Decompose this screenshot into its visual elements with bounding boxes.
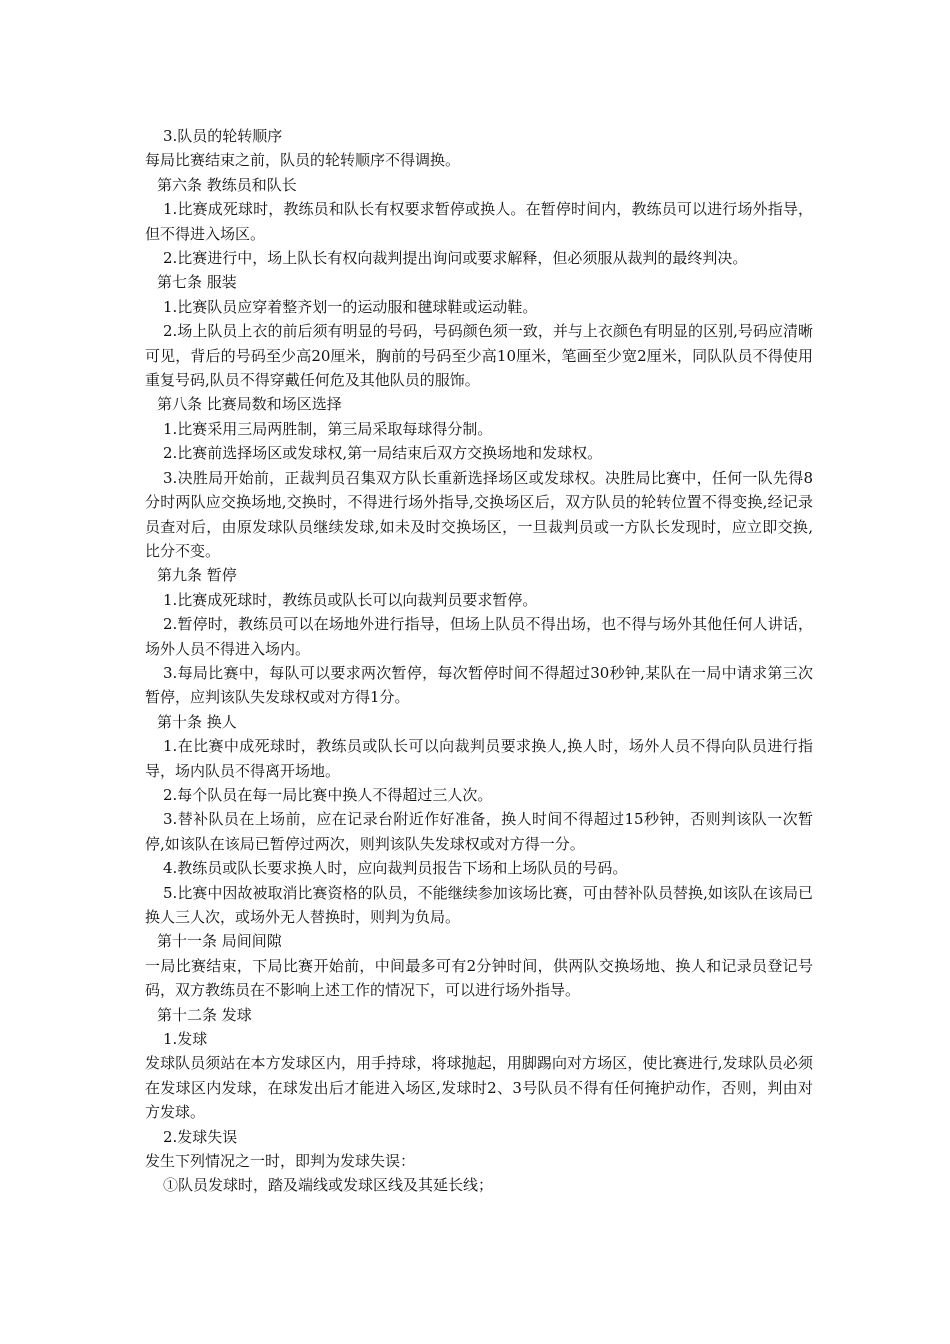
paragraph: 3.替补队员在上场前，应在记录台附近作好准备，换人时间不得超过15秒钟，否则判该队一次暂停,如该队在该局已暂停过两次，则判该队失发球权或对方得一分。 xyxy=(145,810,813,853)
section-heading: 第十条 换人 xyxy=(157,712,237,731)
paragraph: 5.比赛中因故被取消比赛资格的队员，不能继续参加该场比赛，可由替补队员替换,如该队在该局已换人三人次，或场外无人替换时，则判为负局。 xyxy=(145,883,813,926)
paragraph: 2.场上队员上衣的前后须有明显的号码，号码颜色须一致，并与上衣颜色有明显的区别,号码应清晰可见，背后的号码至少高20厘米，胸前的号码至少高10厘米，笔画至少宽2厘米，同队队员不得使用重复号码,队员不得穿戴任何危及其他队员的服饰。 xyxy=(145,322,813,390)
paragraph: 发球队员须站在本方发球区内，用手持球，将球抛起，用脚踢向对方场区，使比赛进行,发球队员必须在发球区内发球，在球发出后才能进入场区,发球时2、3号队员不得有任何掩护动作，否则，判由对方发球。 xyxy=(145,1054,813,1122)
paragraph: 1.比赛成死球时，教练员和队长有权要求暂停或换人。在暂停时间内，教练员可以进行场外指导，但不得进入场区。 xyxy=(145,200,813,243)
paragraph: 3.每局比赛中，每队可以要求两次暂停，每次暂停时间不得超过30秒钟,某队在一局中请求第三次暂停，应判该队失发球权或对方得1分。 xyxy=(145,663,813,707)
paragraph: 1.在比赛中成死球时，教练员或队长可以向裁判员要求换人,换人时，场外人员不得向队员进行指导，场内队员不得离开场地。 xyxy=(145,737,813,780)
section-heading: 第八条 比赛局数和场区选择 xyxy=(157,395,342,414)
paragraph: 1.比赛采用三局两胜制，第三局采取每球得分制。 xyxy=(163,419,493,438)
paragraph: 发生下列情况之一时，即判为发球失误： xyxy=(145,1152,416,1171)
section-heading: 第十一条 局间间隙 xyxy=(157,932,282,951)
document-page xyxy=(145,124,813,1198)
section-heading: 第九条 暂停 xyxy=(157,566,237,585)
section-heading: 第六条 教练员和队长 xyxy=(157,175,297,194)
paragraph: 1.发球 xyxy=(163,1030,208,1049)
section-heading: 第七条 服装 xyxy=(157,273,237,292)
paragraph: 2.每个队员在每一局比赛中换人不得超过三人次。 xyxy=(163,785,493,804)
paragraph: 2.比赛前选择场区或发球权,第一局结束后双方交换场地和发球权。 xyxy=(163,444,603,463)
paragraph: 每局比赛结束之前，队员的轮转顺序不得调换。 xyxy=(145,151,461,170)
section-heading: 第十二条 发球 xyxy=(157,1005,252,1024)
paragraph: 1.比赛队员应穿着整齐划一的运动服和毽球鞋或运动鞋。 xyxy=(163,297,538,316)
paragraph: 1.比赛成死球时，教练员或队长可以向裁判员要求暂停。 xyxy=(163,590,538,609)
paragraph: 3.决胜局开始前，正裁判员召集双方队长重新选择场区或发球权。决胜局比赛中，任何一队先得8分时两队应交换场地,交换时，不得进行场外指导,交换场区后，双方队员的轮转位置不得变换,经记录员查对后，由原发球队员继续发球,如未及时交换场区，一旦裁判员或一方队长发现时，应立即交换,比分不变。 xyxy=(145,468,813,560)
paragraph: 一局比赛结束，下局比赛开始前，中间最多可有2分钟时间，供两队交换场地、换人和记录员登记号码，双方教练员在不影响上述工作的情况下，可以进行场外指导。 xyxy=(145,956,813,1000)
paragraph: 2.暂停时，教练员可以在场地外进行指导，但场上队员不得出场，也不得与场外其他任何人讲话，场外人员不得进入场内。 xyxy=(145,615,813,658)
paragraph: 4.教练员或队长要求换人时，应向裁判员报告下场和上场队员的号码。 xyxy=(163,859,628,878)
list-item: ①队员发球时，踏及端线或发球区线及其延长线； xyxy=(163,1176,494,1195)
paragraph: 3.队员的轮转顺序 xyxy=(163,127,283,145)
paragraph: 2.发球失误 xyxy=(163,1127,238,1146)
paragraph: 2.比赛进行中，场上队长有权向裁判提出询问或要求解释，但必须服从裁判的最终判决。 xyxy=(163,249,748,268)
